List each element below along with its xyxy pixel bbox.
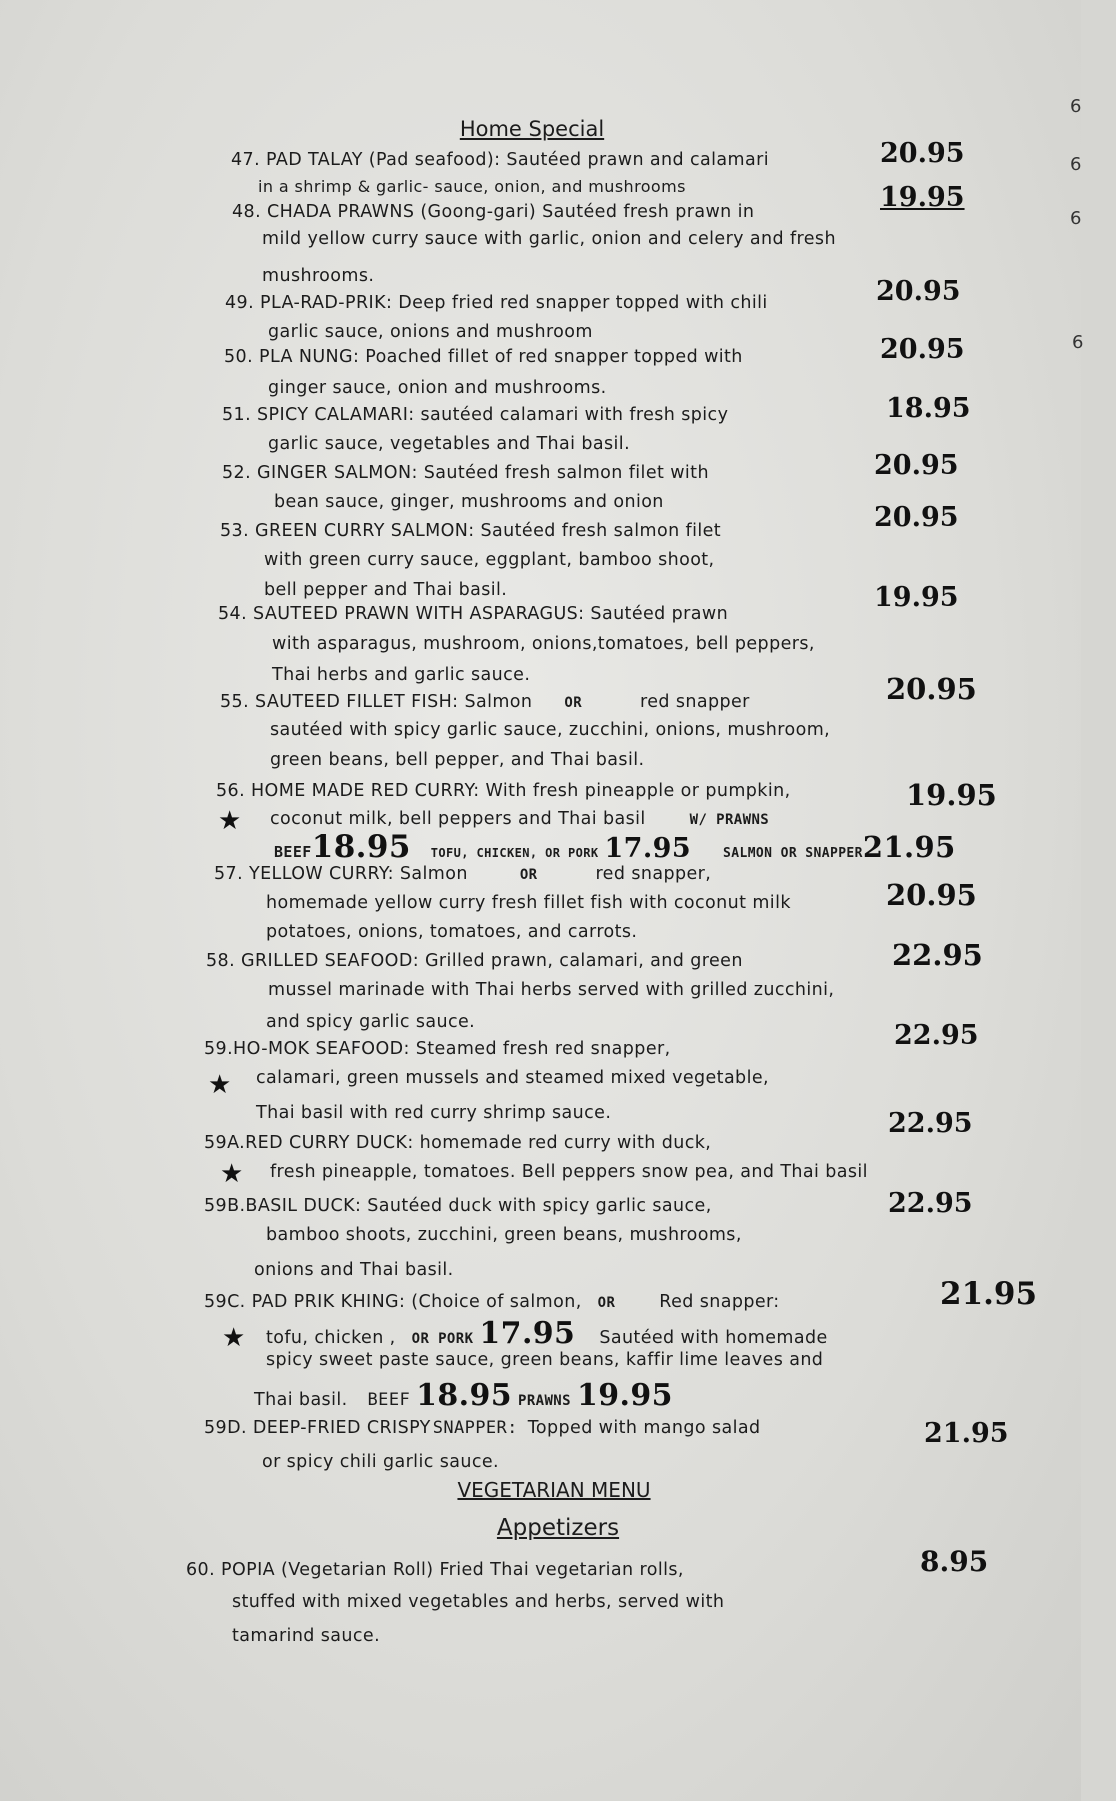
price-51: 18.95 <box>886 393 971 424</box>
beef-handwritten: BEEF <box>367 1390 411 1410</box>
item-55-option: red snapper <box>640 692 750 712</box>
item-49-line: 49. PLA-RAD-PRIK: Deep fried red snapper topped with chili <box>225 293 768 313</box>
price-59c-beef: 18.95 <box>416 1378 513 1413</box>
section-title-vegetarian: VEGETARIAN MENU <box>457 1478 651 1502</box>
beef-handwritten: BEEF <box>274 843 312 861</box>
item-52-line: 52. GINGER SALMON: Sautéed fresh salmon filet with <box>222 463 709 483</box>
price-60: 8.95 <box>920 1545 989 1578</box>
item-59c-line <box>266 1316 828 1351</box>
item-47-line: in a shrimp & garlic- sauce, onion, and mushrooms <box>258 177 686 196</box>
item-60-line: tamarind sauce. <box>232 1626 381 1646</box>
price-56: 19.95 <box>906 778 997 812</box>
item-57-option: red snapper, <box>595 864 712 884</box>
item-53-line: bell pepper and Thai basil. <box>264 580 508 600</box>
or-handwritten: OR <box>519 867 538 883</box>
salmon-handwritten: SALMON OR SNAPPER <box>723 846 863 861</box>
item-54-line: with asparagus, mushroom, onions,tomatoes, bell peppers, <box>272 634 815 654</box>
or-handwritten: OR <box>597 1295 616 1311</box>
item-48-line: mild yellow curry sauce with garlic, onion and celery and fresh <box>262 229 836 249</box>
item-48-line: mushrooms. <box>262 266 375 286</box>
star-icon: ★ <box>208 1070 232 1100</box>
price-59c-tofu: 17.95 <box>479 1316 576 1351</box>
item-56-options <box>274 829 956 865</box>
item-54-line: Thai herbs and garlic sauce. <box>272 665 531 685</box>
section-title-home-special: Home Special <box>459 117 605 141</box>
item-50-line: ginger sauce, onion and mushrooms. <box>268 378 607 398</box>
item-55-line: sautéed with spicy garlic sauce, zucchini, onions, mushroom, <box>270 720 831 740</box>
price-54: 19.95 <box>874 582 959 613</box>
item-50-line: 50. PLA NUNG: Poached fillet of red snapper topped with <box>224 347 743 367</box>
price-56-beef: 18.95 <box>311 829 411 865</box>
edge-mark: 6 <box>1070 208 1082 229</box>
prawns-handwritten: W/ PRAWNS <box>689 812 770 828</box>
item-59b-line: bamboo shoots, zucchini, green beans, mushrooms, <box>266 1225 742 1245</box>
edge-mark: 6 <box>1070 96 1082 117</box>
price-57: 20.95 <box>886 878 977 912</box>
item-47-line: 47. PAD TALAY (Pad seafood): Sautéed prawn and calamari <box>231 150 769 170</box>
price-50: 20.95 <box>880 334 965 365</box>
item-56-line: 56. HOME MADE RED CURRY: With fresh pineapple or pumpkin, <box>216 781 791 801</box>
item-57-line: homemade yellow curry fresh fillet fish with coconut milk <box>266 893 791 913</box>
price-59: 22.95 <box>894 1020 979 1051</box>
item-48-line: 48. CHADA PRAWNS (Goong-gari) Sautéed fresh prawn in <box>232 202 755 222</box>
item-59d-line <box>204 1418 761 1438</box>
price-56-salmon: 21.95 <box>862 830 956 864</box>
star-icon: ★ <box>220 1159 244 1189</box>
price-59b: 22.95 <box>888 1188 973 1219</box>
item-59b-line: onions and Thai basil. <box>254 1260 454 1280</box>
tofu-handwritten: TOFU, CHICKEN, OR PORK <box>430 846 599 860</box>
item-53-line: with green curry sauce, eggplant, bamboo shoot, <box>264 550 715 570</box>
item-49-line: garlic sauce, onions and mushroom <box>268 322 593 342</box>
item-59-line: 59.HO-MOK SEAFOOD: Steamed fresh red snapper, <box>204 1039 671 1059</box>
item-59d-name: 59D. DEEP-FRIED CRISPY <box>204 1418 431 1438</box>
price-48: 19.95 <box>880 182 965 213</box>
item-58-line: and spicy garlic sauce. <box>266 1012 476 1032</box>
item-59d-text: Topped with mango salad <box>527 1418 761 1438</box>
price-59a: 22.95 <box>888 1108 973 1139</box>
item-55-name: 55. SAUTEED FILLET FISH: Salmon <box>220 692 533 712</box>
item-60-line: stuffed with mixed vegetables and herbs, served with <box>232 1592 725 1612</box>
section-title-appetizers: Appetizers <box>496 1515 620 1541</box>
star-icon: ★ <box>218 806 242 836</box>
item-59-line: Thai basil with red curry shrimp sauce. <box>256 1103 612 1123</box>
or-handwritten: OR <box>564 695 583 711</box>
price-58: 22.95 <box>892 938 983 972</box>
snapper-handwritten: SNAPPER: <box>432 1418 518 1438</box>
item-59c-option: Red snapper: <box>659 1292 780 1312</box>
price-52: 20.95 <box>874 450 959 481</box>
item-59c-name: 59C. PAD PRIK KHING: (Choice of salmon, <box>204 1292 582 1312</box>
item-58-line: mussel marinade with Thai herbs served with grilled zucchini, <box>268 980 835 1000</box>
price-59c-prawns: 19.95 <box>576 1378 673 1413</box>
edge-mark: 6 <box>1070 154 1082 175</box>
price-49: 20.95 <box>876 276 961 307</box>
item-51-line: garlic sauce, vegetables and Thai basil. <box>268 434 631 454</box>
item-59c-text: tofu, chicken , <box>266 1328 396 1348</box>
or-pork-handwritten: OR PORK <box>411 1331 474 1347</box>
item-59-line: calamari, green mussels and steamed mixed vegetable, <box>256 1068 769 1088</box>
item-59c-line <box>254 1378 673 1413</box>
item-53-line: 53. GREEN CURRY SALMON: Sautéed fresh salmon filet <box>220 521 722 541</box>
item-57-name: 57. YELLOW CURRY: Salmon <box>214 864 468 884</box>
item-59c-line: spicy sweet paste sauce, green beans, kaffir lime leaves and <box>266 1350 824 1370</box>
item-59c-line <box>204 1292 780 1312</box>
price-59c: 21.95 <box>940 1276 1038 1312</box>
item-56-line <box>270 809 769 829</box>
item-59a-line: 59A.RED CURRY DUCK: homemade red curry with duck, <box>204 1133 712 1153</box>
price-59d: 21.95 <box>924 1418 1009 1449</box>
item-56-text: coconut milk, bell peppers and Thai basil <box>270 809 646 829</box>
price-55: 20.95 <box>886 672 977 706</box>
item-54-line: 54. SAUTEED PRAWN WITH ASPARAGUS: Sautéed prawn <box>218 604 729 624</box>
item-52-line: bean sauce, ginger, mushrooms and onion <box>274 492 664 512</box>
item-55-line <box>220 692 750 712</box>
item-60-line: 60. POPIA (Vegetarian Roll) Fried Thai vegetarian rolls, <box>186 1560 684 1580</box>
item-59c-text: Sautéed with homemade <box>599 1328 828 1348</box>
item-59b-line: 59B.BASIL DUCK: Sautéed duck with spicy garlic sauce, <box>204 1196 712 1216</box>
item-59a-line: fresh pineapple, tomatoes. Bell peppers snow pea, and Thai basil <box>270 1162 868 1182</box>
item-59d-line: or spicy chili garlic sauce. <box>262 1452 499 1472</box>
prawns-handwritten: PRAWNS <box>517 1393 571 1409</box>
price-47: 20.95 <box>880 138 965 169</box>
item-51-line: 51. SPICY CALAMARI: sautéed calamari with fresh spicy <box>222 405 729 425</box>
item-57-line: potatoes, onions, tomatoes, and carrots. <box>266 922 638 942</box>
star-icon: ★ <box>222 1323 246 1353</box>
edge-mark: 6 <box>1072 332 1084 353</box>
item-57-line <box>214 864 711 884</box>
price-56-tofu: 17.95 <box>604 833 692 864</box>
item-59c-text: Thai basil. <box>254 1390 348 1410</box>
item-58-line: 58. GRILLED SEAFOOD: Grilled prawn, calamari, and green <box>206 951 743 971</box>
item-55-line: green beans, bell pepper, and Thai basil. <box>270 750 645 770</box>
price-53: 20.95 <box>874 502 959 533</box>
